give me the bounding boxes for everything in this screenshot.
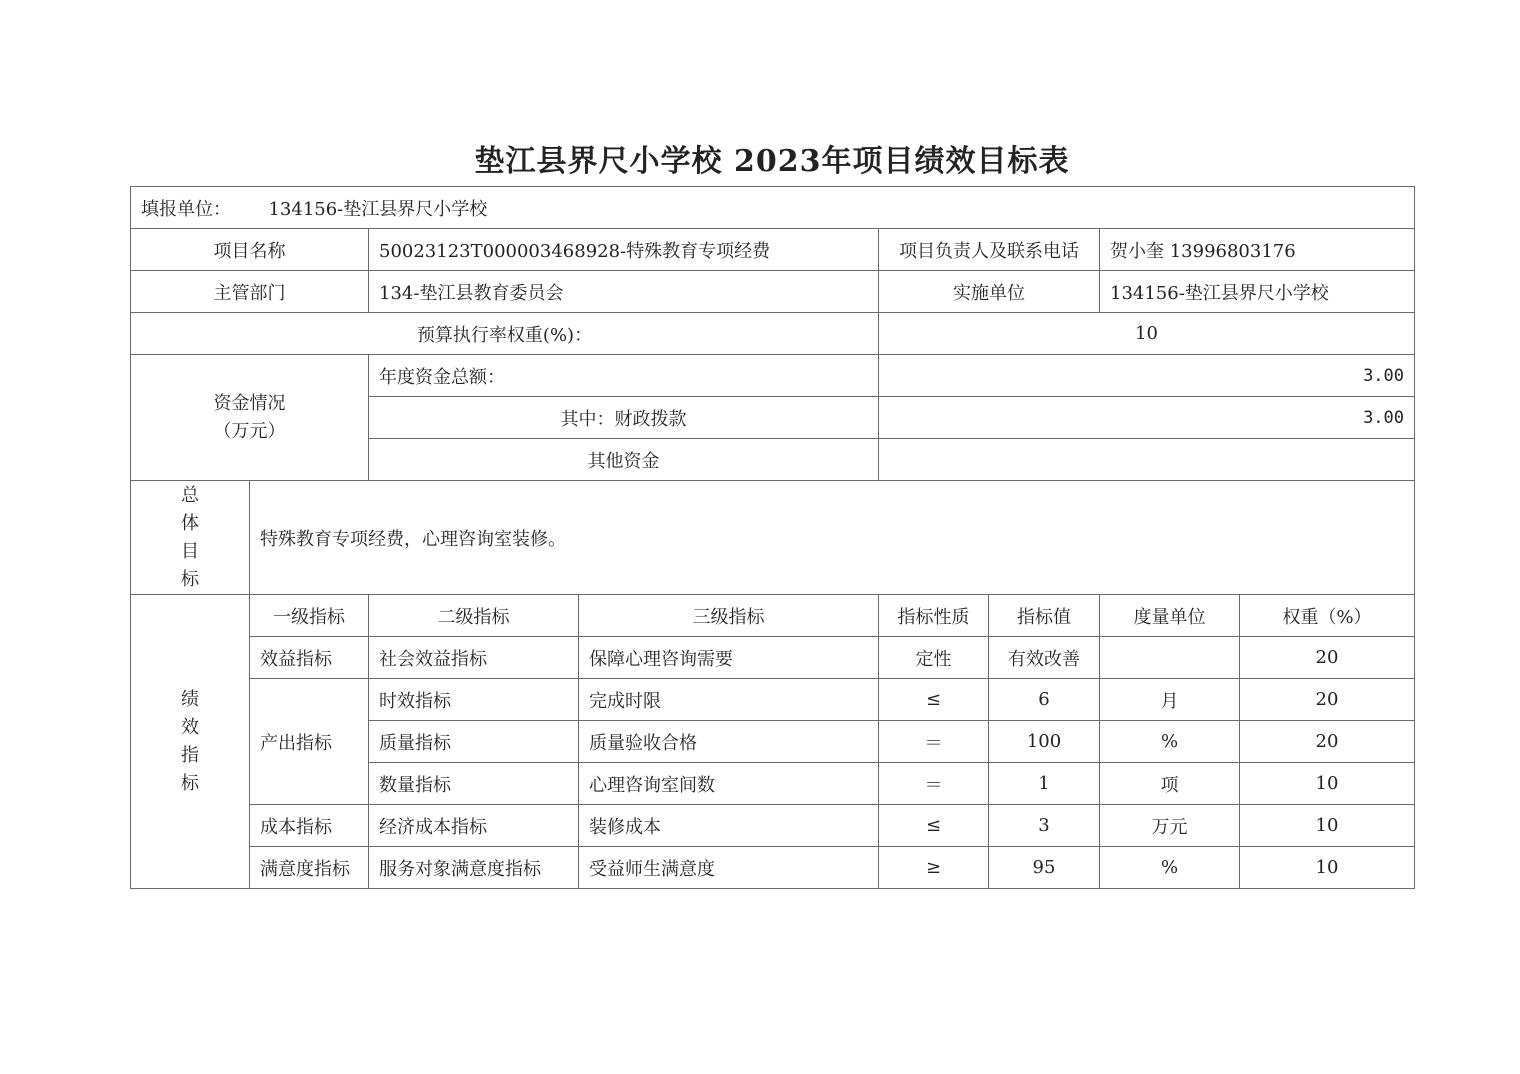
report-unit-row — [131, 187, 1415, 229]
value-cell: 1 — [989, 763, 1100, 805]
nature-cell: ＝ — [879, 721, 989, 763]
report-unit-label: 填报单位： — [141, 198, 231, 220]
performance-label — [131, 595, 250, 889]
nature-cell: ＝ — [879, 763, 989, 805]
header-level1: 一级指标 — [250, 595, 369, 637]
weight-cell: 20 — [1240, 679, 1415, 721]
table-row — [131, 637, 1415, 679]
budget-weight-row — [131, 313, 1415, 355]
implementer-value: 134156-垫江县界尺小学校 — [1100, 271, 1415, 313]
level3-cell: 心理咨询室间数 — [579, 763, 879, 805]
level3-cell: 保障心理咨询需要 — [579, 637, 879, 679]
overall-goal-text: 特殊教育专项经费，心理咨询室装修。 — [250, 481, 1415, 595]
level3-cell: 装修成本 — [579, 805, 879, 847]
table-row — [131, 805, 1415, 847]
level2-cell: 经济成本指标 — [369, 805, 579, 847]
funds-annual-value: 3.00 — [879, 355, 1415, 397]
level2-cell: 质量指标 — [369, 721, 579, 763]
funds-label — [131, 355, 369, 481]
budget-weight-value: 10 — [879, 313, 1415, 355]
weight-cell: 20 — [1240, 721, 1415, 763]
performance-header-row — [131, 595, 1415, 637]
project-name-value: 50023123T000003468928-特殊教育专项经费 — [369, 229, 879, 271]
funds-fiscal-label: 其中：财政拨款 — [369, 397, 879, 439]
nature-cell: 定性 — [879, 637, 989, 679]
level3-cell: 质量验收合格 — [579, 721, 879, 763]
overall-goal-row — [131, 481, 1415, 595]
project-name-row — [131, 229, 1415, 271]
performance-char-4: 标 — [181, 772, 199, 794]
weight-cell: 10 — [1240, 847, 1415, 889]
report-unit-value: 134156-垫江县界尺小学校 — [268, 198, 488, 220]
header-weight: 权重（%） — [1240, 595, 1415, 637]
weight-cell: 10 — [1240, 763, 1415, 805]
funds-label-line2: （万元） — [213, 420, 286, 442]
header-level2: 二级指标 — [369, 595, 579, 637]
nature-cell: ≥ — [879, 847, 989, 889]
performance-char-1: 绩 — [181, 688, 199, 710]
unit-cell: % — [1100, 847, 1240, 889]
funds-label-line1: 资金情况 — [213, 392, 286, 414]
unit-cell: 万元 — [1100, 805, 1240, 847]
department-value: 134-垫江县教育委员会 — [369, 271, 879, 313]
unit-cell — [1100, 637, 1240, 679]
value-cell: 有效改善 — [989, 637, 1100, 679]
level2-cell: 服务对象满意度指标 — [369, 847, 579, 889]
table-row — [131, 847, 1415, 889]
overall-goal-char-3: 目 — [181, 540, 199, 562]
funds-annual-row — [131, 355, 1415, 397]
group-cost: 成本指标 — [250, 805, 369, 847]
performance-char-3: 指 — [181, 744, 199, 766]
level2-cell: 时效指标 — [369, 679, 579, 721]
funds-other-label: 其他资金 — [369, 439, 879, 481]
value-cell: 95 — [989, 847, 1100, 889]
level2-cell: 社会效益指标 — [369, 637, 579, 679]
group-output: 产出指标 — [250, 679, 369, 805]
implementer-label: 实施单位 — [879, 271, 1100, 313]
level3-cell: 完成时限 — [579, 679, 879, 721]
table-row — [131, 679, 1415, 721]
unit-cell: % — [1100, 721, 1240, 763]
value-cell: 3 — [989, 805, 1100, 847]
unit-cell: 项 — [1100, 763, 1240, 805]
budget-weight-label: 预算执行率权重(%)： — [131, 313, 879, 355]
funds-annual-label: 年度资金总额： — [369, 355, 879, 397]
responsible-value: 贺小奎 13996803176 — [1100, 229, 1415, 271]
department-label: 主管部门 — [131, 271, 369, 313]
header-unit: 度量单位 — [1100, 595, 1240, 637]
weight-cell: 20 — [1240, 637, 1415, 679]
page-title: 垫江县界尺小学校 2023年项目绩效目标表 — [474, 144, 1070, 179]
overall-goal-char-2: 体 — [181, 512, 199, 534]
group-satisfaction: 满意度指标 — [250, 847, 369, 889]
funds-fiscal-value: 3.00 — [879, 397, 1415, 439]
header-value: 指标值 — [989, 595, 1100, 637]
weight-cell: 10 — [1240, 805, 1415, 847]
nature-cell: ≤ — [879, 805, 989, 847]
project-name-label: 项目名称 — [131, 229, 369, 271]
performance-char-2: 效 — [181, 716, 199, 738]
unit-cell: 月 — [1100, 679, 1240, 721]
level3-cell: 受益师生满意度 — [579, 847, 879, 889]
value-cell: 100 — [989, 721, 1100, 763]
value-cell: 6 — [989, 679, 1100, 721]
overall-goal-label — [131, 481, 250, 595]
responsible-label: 项目负责人及联系电话 — [879, 229, 1100, 271]
performance-target-table — [130, 186, 1415, 889]
report-unit-cell — [131, 187, 1415, 229]
header-level3: 三级指标 — [579, 595, 879, 637]
department-row — [131, 271, 1415, 313]
level2-cell: 数量指标 — [369, 763, 579, 805]
nature-cell: ≤ — [879, 679, 989, 721]
funds-other-value — [879, 439, 1415, 481]
header-nature: 指标性质 — [879, 595, 989, 637]
overall-goal-char-1: 总 — [181, 484, 199, 506]
overall-goal-char-4: 标 — [181, 568, 199, 590]
group-benefit: 效益指标 — [250, 637, 369, 679]
